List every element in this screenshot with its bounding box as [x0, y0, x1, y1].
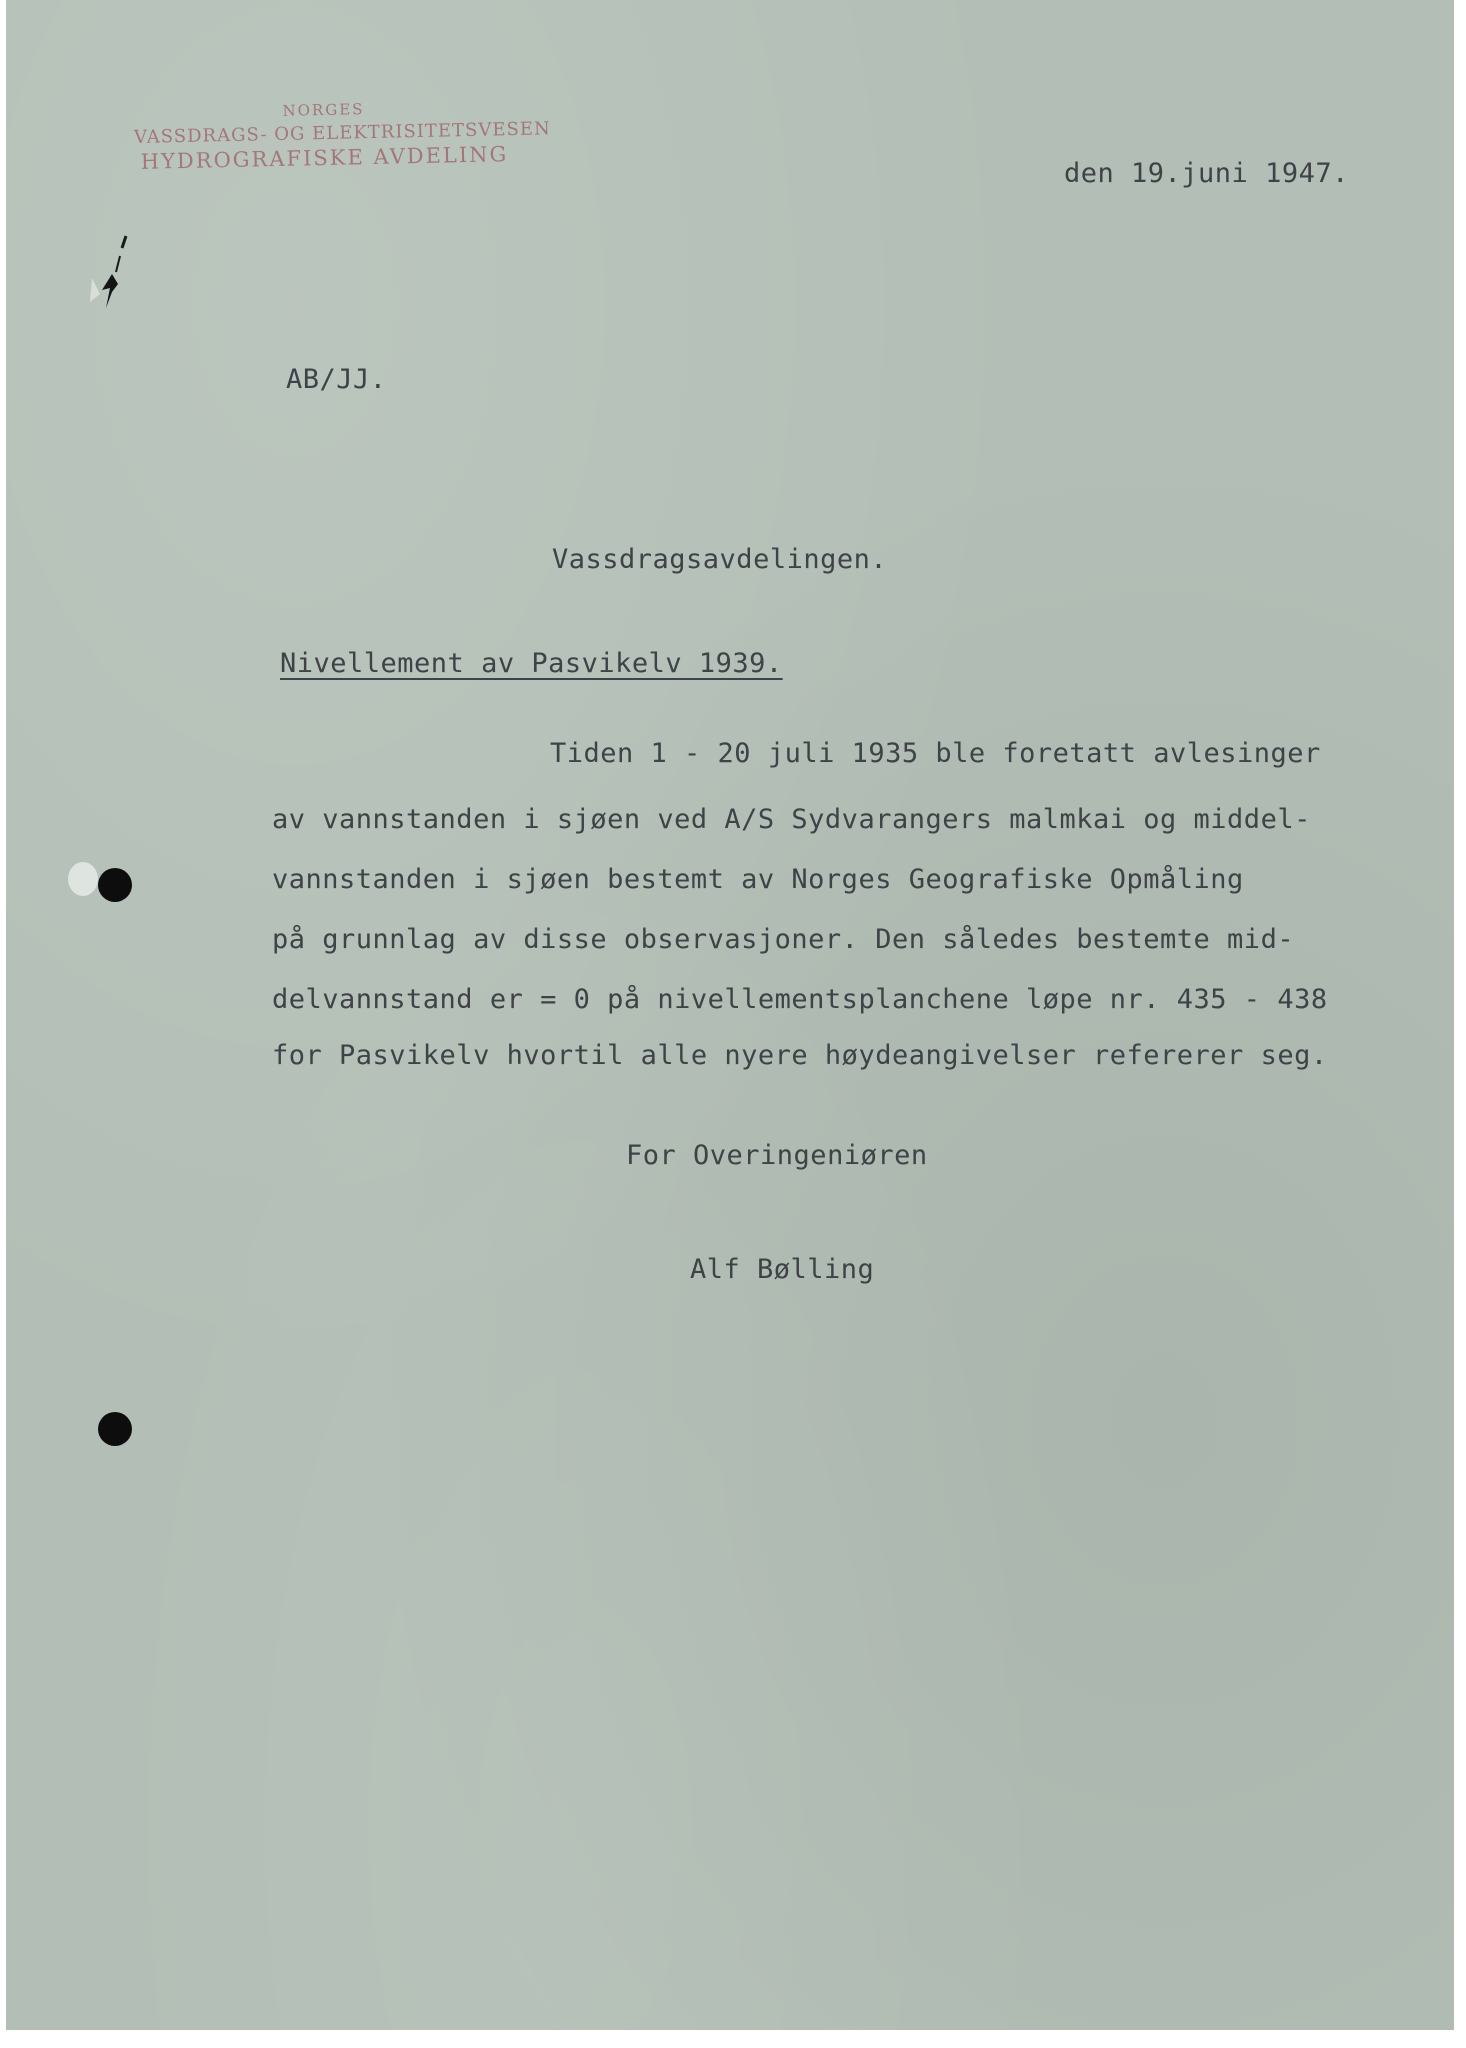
body-line: vannstanden i sjøen bestemt av Norges Geografiske Opmåling — [272, 864, 1244, 895]
subject-line: Nivellement av Pasvikelv 1939. — [280, 648, 783, 679]
document-page — [6, 0, 1454, 2030]
body-line: for Pasvikelv hvortil alle nyere høydeangivelser refererer seg. — [272, 1040, 1328, 1071]
reference-code: AB/JJ. — [286, 364, 387, 395]
stamp-line-3: HYDROGRAFISKE AVDELING — [140, 142, 509, 174]
body-line: på grunnlag av disse observasjoner. Den således bestemte mid- — [272, 924, 1295, 955]
stamp-line-1: NORGES — [282, 100, 365, 120]
closing-line: For Overingeniøren — [626, 1140, 928, 1171]
addressee: Vassdragsavdelingen. — [552, 544, 888, 575]
body-line: av vannstanden i sjøen ved A/S Sydvarangers malmkai og middel- — [272, 804, 1311, 835]
department-stamp — [133, 94, 551, 174]
body-line: Tiden 1 - 20 juli 1935 ble foretatt avlesinger — [550, 738, 1321, 769]
body-line: delvannstand er = 0 på nivellementsplanchene løpe nr. 435 - 438 — [272, 984, 1328, 1015]
punch-hole — [98, 1412, 132, 1446]
signatory-name: Alf Bølling — [690, 1254, 875, 1285]
letter-date: den 19.juni 1947. — [1064, 158, 1349, 189]
stamp-line-2: VASSDRAGS- OG ELEKTRISITETSVESEN — [133, 118, 551, 148]
paper-tear-mark — [82, 232, 142, 332]
punch-hole-edge — [68, 862, 98, 896]
punch-hole — [98, 868, 132, 902]
